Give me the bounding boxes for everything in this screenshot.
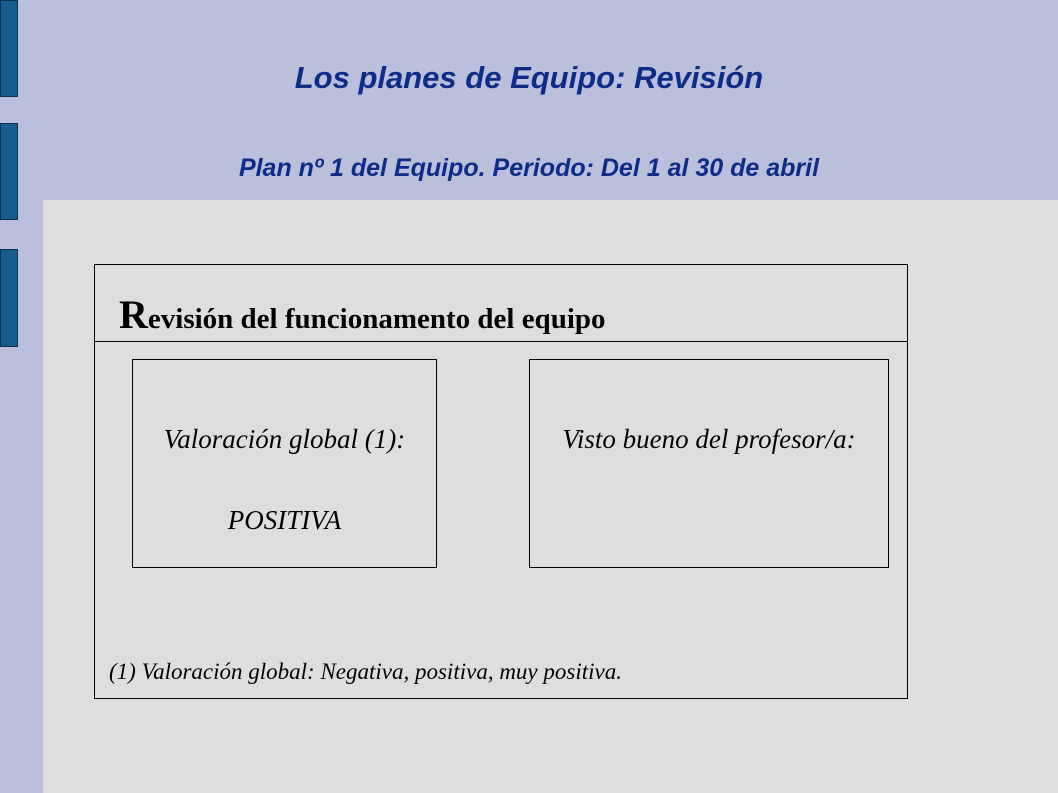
teacher-approval-label: Visto bueno del profesor/a:	[562, 424, 856, 454]
teacher-approval-box	[529, 359, 889, 568]
review-heading-rest: evisión del funcionamento del equipo	[147, 303, 606, 335]
global-rating-box	[132, 359, 437, 568]
review-panel	[94, 264, 908, 699]
heading-divider	[95, 341, 907, 342]
review-heading-initial: R	[119, 292, 148, 337]
slide-title: Los planes de Equipo: Revisión	[294, 60, 764, 95]
slide-subtitle: Plan nº 1 del Equipo. Periodo: Del 1 al 30 de abril	[238, 154, 820, 182]
rating-footnote: (1) Valoración global: Negativa, positiva, muy positiva.	[109, 659, 622, 684]
global-rating-label: Valoración global (1):	[163, 424, 406, 454]
global-rating-value: POSITIVA	[227, 505, 342, 535]
slide-tab-3	[0, 249, 18, 347]
review-heading	[119, 291, 606, 338]
